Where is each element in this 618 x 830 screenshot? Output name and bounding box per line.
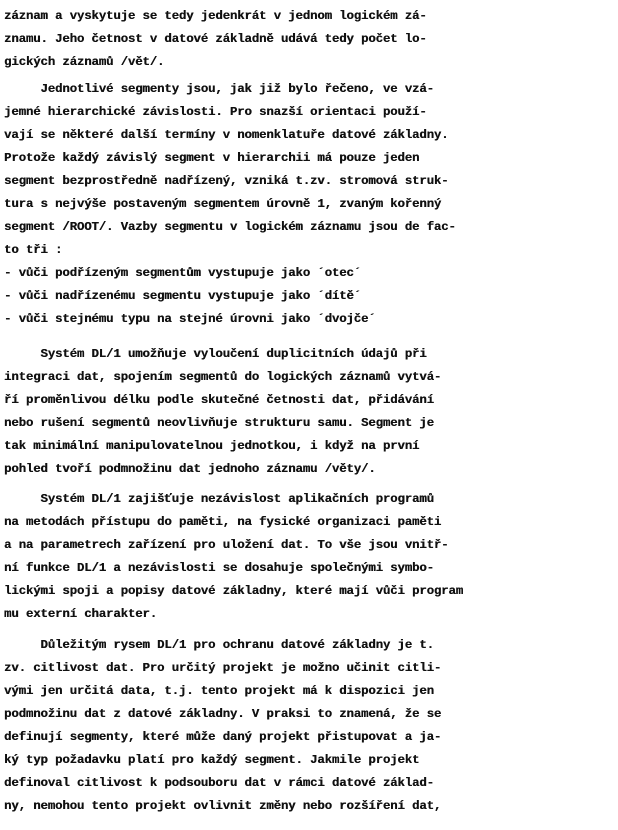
text-line: Jednotlivé segmenty jsou, jak již bylo řečeno, ve vzá- [4,82,434,96]
text-line: tura s nejvýše postaveným segmentem úrovně 1, zvaným kořenný [4,197,442,211]
text-line: tak minimální manipulovatelnou jednotkou, i když na první [4,439,420,453]
text-line: Systém DL/1 zajišťuje nezávislost aplikačních programů [4,492,434,506]
text-line: lickými spoji a popisy datové základny, které mají vůči program [4,584,463,598]
text-line: znamu. Jeho četnost v datové základně udává tedy počet lo- [4,32,427,46]
text-line: jemné hierarchické závislosti. Pro snazší orientaci použí- [4,105,427,119]
text-line: - vůči nadřízenému segmentu vystupuje jako ´dítě´ [4,289,361,303]
text-line: mu externí charakter. [4,607,157,621]
text-line: segment bezprostředně nadřízený, vzniká t.zv. stromová struk- [4,174,449,188]
text-line: ny, nemohou tento projekt ovlivnit změny nebo rozšíření dat, [4,799,442,813]
text-line: ří proměnlivou délku podle skutečné četnosti dat, přidávání [4,393,434,407]
text-line: zv. citlivost dat. Pro určitý projekt je možno učinit citli- [4,661,442,675]
text-line: definoval citlivost k podsouboru dat v rámci datové základ- [4,776,434,790]
text-line: pohled tvoří podmnožinu dat jednoho záznamu /věty/. [4,462,376,476]
text-line: podmnožinu dat z datové základny. V praksi to znamená, že se [4,707,442,721]
text-line: ký typ požadavku platí pro každý segment. Jakmile projekt [4,753,420,767]
text-line: vými jen určitá data, t.j. tento projekt má k dispozici jen [4,684,434,698]
text-line: segment /ROOT/. Vazby segmentu v logickém záznamu jsou de fac- [4,220,456,234]
text-line: definují segmenty, které může daný projekt přistupovat a ja- [4,730,442,744]
text-line: integraci dat, spojením segmentů do logických záznamů vytvá- [4,370,442,384]
text-line: záznam a vyskytuje se tedy jedenkrát v jednom logickém zá- [4,9,427,23]
text-line: na metodách přístupu do paměti, na fysické organizaci paměti [4,515,442,529]
text-line: vají se některé další termíny v nomenklatuře datové základny. [4,128,449,142]
text-line: - vůči podřízeným segmentům vystupuje jako ´otec´ [4,266,361,280]
text-line: ní funkce DL/1 a nezávislosti se dosahuje společnými symbo- [4,561,434,575]
text-line: - vůči stejnému typu na stejné úrovni jako ´dvojče´ [4,312,376,326]
text-line: nebo rušení segmentů neovlivňuje strukturu samu. Segment je [4,416,434,430]
text-line: Důležitým rysem DL/1 pro ochranu datové základny je t. [4,638,434,652]
text-line: Protože každý závislý segment v hierarchii má pouze jeden [4,151,420,165]
text-line: a na parametrech zařízení pro uložení dat. To vše jsou vnitř- [4,538,449,552]
text-line: Systém DL/1 umožňuje vyloučení duplicitních údajů při [4,347,427,361]
text-line: gických záznamů /vět/. [4,55,165,69]
text-line: to tři : [4,243,63,257]
